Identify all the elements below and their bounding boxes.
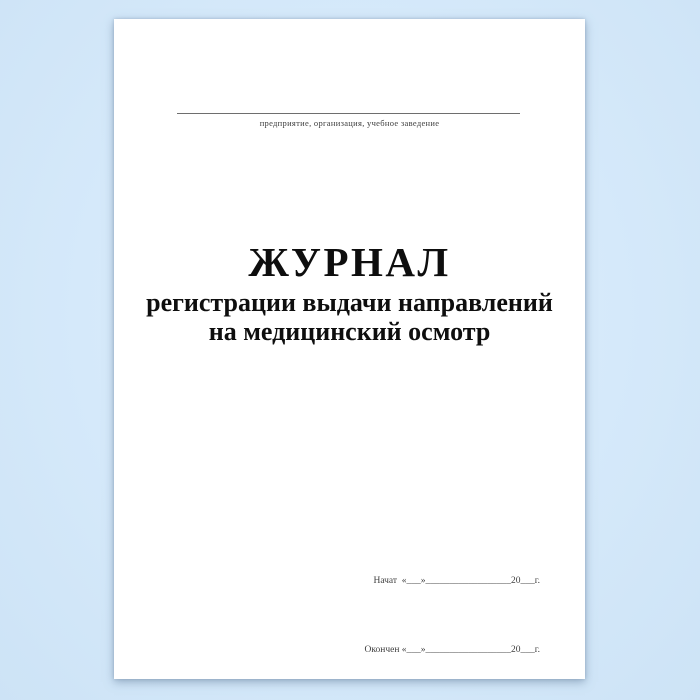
started-date-line: Начат «___»__________________20___г. (373, 576, 540, 586)
date-lines-block (365, 524, 540, 700)
journal-subtitle-line2: на медицинский осмотр (208, 317, 491, 346)
journal-cover-page (114, 19, 585, 679)
organization-fill-line (177, 113, 520, 114)
journal-title: ЖУРНАЛ (248, 239, 451, 285)
finished-date-line: Окончен «___»__________________20___г. (364, 645, 540, 655)
journal-subtitle (114, 288, 585, 346)
organization-caption: предприятие, организация, учебное заведение (259, 118, 440, 128)
journal-subtitle-line1: регистрации выдачи направлений (146, 288, 553, 317)
